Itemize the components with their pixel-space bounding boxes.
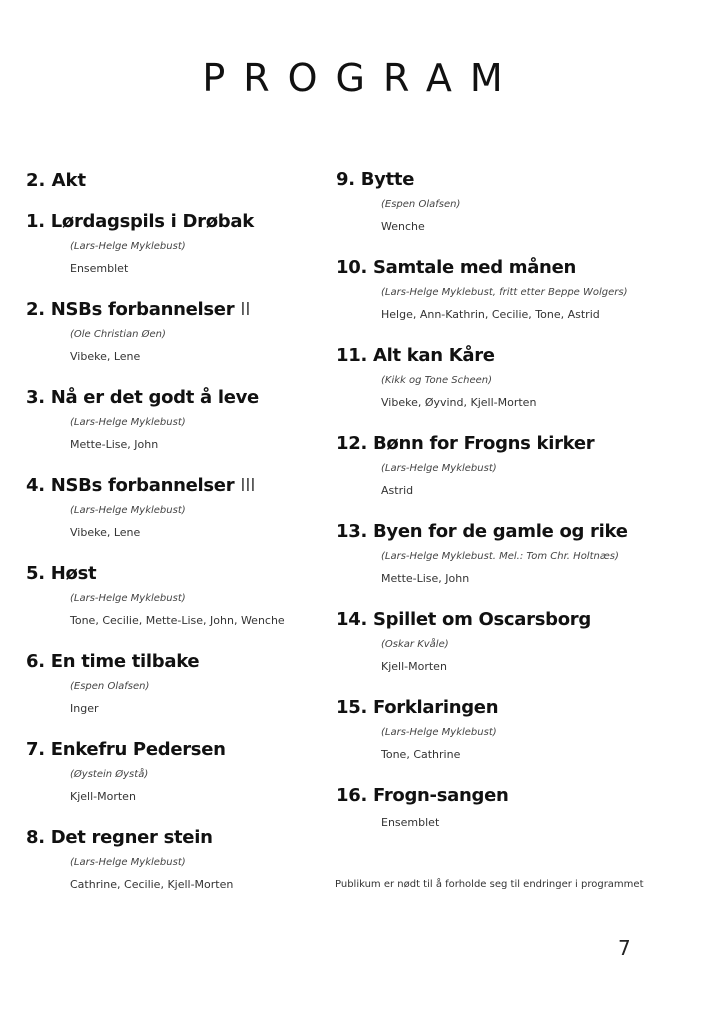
program-item	[26, 299, 250, 363]
program-item-number: 10.	[336, 257, 367, 278]
program-item-author: (Espen Olafsen)	[381, 199, 461, 210]
program-item-number: 15.	[336, 697, 367, 718]
program-item-title: Høst	[50, 563, 97, 584]
program-item-heading	[26, 739, 226, 760]
act-heading: 2. Akt	[26, 170, 87, 191]
program-item-number: 1.	[26, 211, 45, 232]
program-item	[336, 345, 536, 409]
program-item-cast: Cathrine, Cecilie, Kjell-Morten	[70, 878, 234, 891]
program-item-number: 13.	[336, 521, 367, 542]
program-item	[336, 521, 628, 585]
program-item-author: (Lars-Helge Myklebust)	[70, 241, 186, 252]
program-item	[336, 785, 509, 829]
program-item-heading	[26, 651, 199, 672]
program-item-heading	[26, 475, 255, 496]
program-item-cast: Ensemblet	[70, 262, 129, 275]
program-item	[336, 257, 628, 321]
program-item-title: Bytte	[360, 169, 415, 190]
program-item-number: 4.	[26, 475, 45, 496]
program-item-cast: Inger	[70, 702, 99, 715]
program-item-heading	[336, 697, 498, 718]
program-item-author: (Oskar Kvåle)	[381, 639, 449, 650]
program-item-title: Alt kan Kåre	[372, 345, 495, 366]
program-item	[26, 387, 259, 451]
program-item-author: (Lars-Helge Myklebust)	[381, 727, 497, 738]
program-item-number: 14.	[336, 609, 367, 630]
program-item-title: Det regner stein	[50, 827, 213, 848]
program-item-cast: Wenche	[381, 220, 425, 233]
program-item-cast: Tone, Cecilie, Mette-Lise, John, Wenche	[70, 614, 285, 627]
program-item-heading	[26, 387, 259, 408]
program-item-cast: Vibeke, Lene	[70, 350, 141, 363]
page-number: 7	[618, 936, 631, 960]
program-item-heading	[26, 827, 233, 848]
program-item-number: 11.	[336, 345, 367, 366]
program-item-number: 9.	[336, 169, 355, 190]
program-item-part: II	[240, 299, 251, 320]
program-item-title: Bønn for Frogns kirker	[372, 433, 595, 454]
program-item-cast: Vibeke, Øyvind, Kjell-Morten	[381, 396, 537, 409]
program-item-author: (Lars-Helge Myklebust)	[70, 857, 186, 868]
program-item	[336, 697, 498, 761]
program-item-number: 3.	[26, 387, 45, 408]
program-item-title: Enkefru Pedersen	[50, 739, 226, 760]
program-item-part: III	[240, 475, 256, 496]
program-item	[26, 827, 233, 891]
program-item-cast: Kjell-Morten	[381, 660, 447, 673]
program-item-author: (Lars-Helge Myklebust, fritt etter Beppe Wolgers)	[381, 287, 628, 298]
program-item-heading	[26, 211, 254, 232]
program-item-author: (Lars-Helge Myklebust)	[381, 463, 497, 474]
program-item-heading	[26, 299, 250, 320]
program-item-title: Frogn-sangen	[372, 785, 509, 806]
program-item-title: NSBs forbannelser	[50, 475, 235, 496]
program-item	[26, 651, 199, 715]
page-title: PROGRAM	[202, 56, 521, 100]
program-item	[336, 609, 591, 673]
program-item-author: (Espen Olafsen)	[70, 681, 150, 692]
program-item-cast: Kjell-Morten	[70, 790, 136, 803]
program-item	[26, 739, 226, 803]
program-item-heading	[336, 169, 460, 190]
program-item-number: 16.	[336, 785, 367, 806]
program-item-author: (Lars-Helge Myklebust. Mel.: Tom Chr. Holtnæs)	[381, 551, 619, 562]
program-item	[336, 433, 594, 497]
program-item-number: 2.	[26, 299, 45, 320]
program-item-number: 7.	[26, 739, 45, 760]
program-item-number: 6.	[26, 651, 45, 672]
program-item-title: Lørdagspils i Drøbak	[50, 211, 254, 232]
program-item-heading	[336, 257, 628, 278]
program-item-heading	[336, 345, 536, 366]
program-item-title: Nå er det godt å leve	[50, 387, 259, 408]
program-item-author: (Ole Christian Øen)	[70, 329, 166, 340]
program-item-cast: Mette-Lise, John	[381, 572, 470, 585]
program-item-author: (Kikk og Tone Scheen)	[381, 375, 493, 386]
program-item-title: En time tilbake	[50, 651, 200, 672]
program-item-cast: Mette-Lise, John	[70, 438, 159, 451]
program-item-heading	[336, 433, 594, 454]
program-item-cast: Helge, Ann-Kathrin, Cecilie, Tone, Astrid	[381, 308, 600, 321]
program-item-author: (Lars-Helge Myklebust)	[70, 505, 186, 516]
program-item-heading	[26, 563, 285, 584]
program-item-heading	[336, 609, 591, 630]
program-item-title: Samtale med månen	[372, 257, 576, 278]
program-item-cast: Astrid	[381, 484, 414, 497]
program-item	[26, 211, 254, 275]
program-change-note: Publikum er nødt til å forholde seg til endringer i programmet	[335, 879, 644, 890]
program-item-cast: Ensemblet	[381, 816, 440, 829]
program-item	[336, 169, 460, 233]
program-item-title: Forklaringen	[372, 697, 499, 718]
program-item-author: (Lars-Helge Myklebust)	[70, 593, 186, 604]
program-item-author: (Øystein Øystå)	[70, 769, 149, 780]
program-item-cast: Vibeke, Lene	[70, 526, 141, 539]
program-item-number: 5.	[26, 563, 45, 584]
program-item-title: Byen for de gamle og rike	[372, 521, 628, 542]
program-item-title: Spillet om Oscarsborg	[372, 609, 591, 630]
program-item-title: NSBs forbannelser	[50, 299, 235, 320]
program-item-number: 8.	[26, 827, 45, 848]
program-item	[26, 563, 285, 627]
program-item-heading	[336, 785, 509, 806]
program-item-author: (Lars-Helge Myklebust)	[70, 417, 186, 428]
program-item	[26, 475, 255, 539]
program-item-number: 12.	[336, 433, 367, 454]
program-item-cast: Tone, Cathrine	[381, 748, 461, 761]
program-item-heading	[336, 521, 628, 542]
